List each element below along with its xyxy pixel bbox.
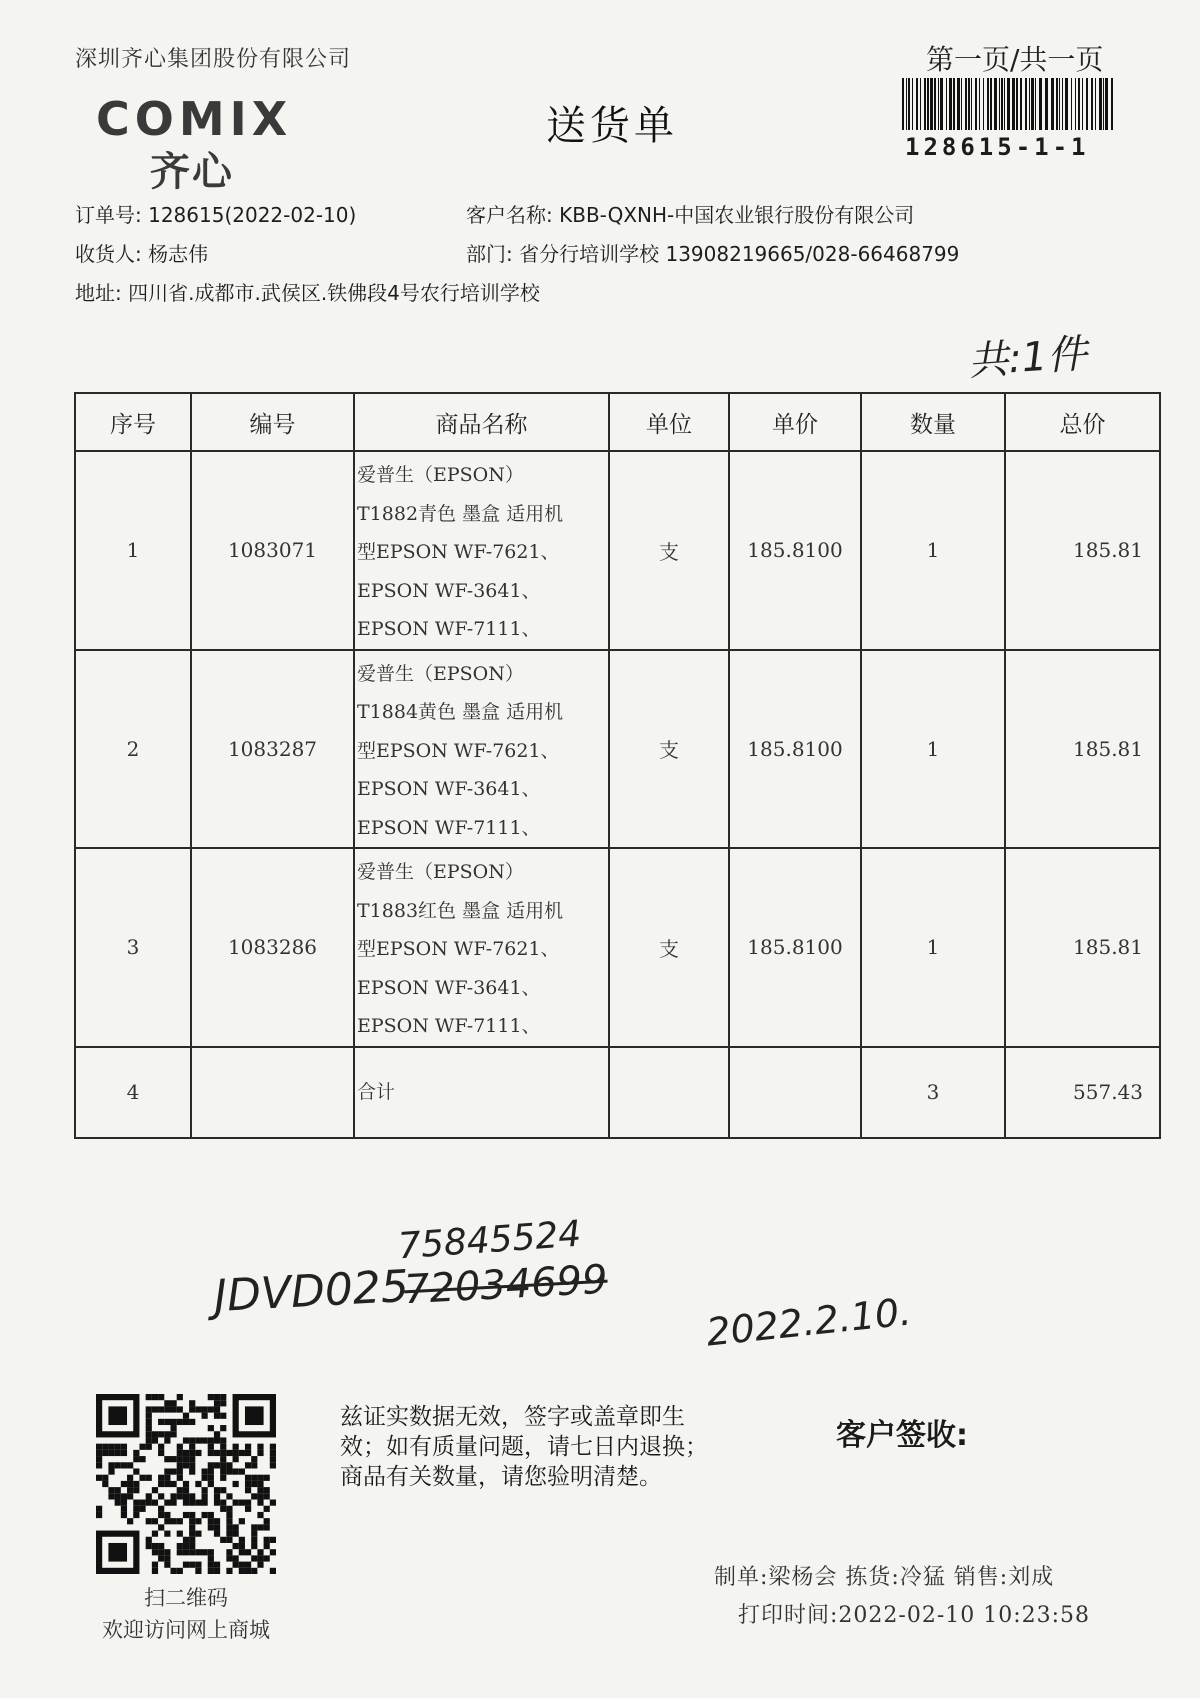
product-name-line: T1883红色 墨盒 适用机 [357,899,564,922]
total-cell: 185.81 [1005,451,1160,650]
barcode-number: 128615-1-1 [905,133,1090,161]
handwritten-date: 2022.2.10. [704,1289,914,1355]
column-header: 数量 [861,393,1005,451]
notice-line: 效；如有质量问题，请七日内退换； [340,1434,708,1460]
column-header: 单位 [609,393,729,451]
seq-cell: 2 [75,650,191,849]
product-name-line: EPSON WF-3641、 [357,579,541,602]
items-table [74,392,1161,1139]
department-line [466,238,959,267]
product-name-cell [354,451,609,650]
product-name-line: 爱普生（EPSON） [357,464,524,486]
handwritten-piece-count: 共:1件 [966,330,1089,386]
column-header: 商品名称 [354,393,609,451]
staff-info: 制单:梁杨会 拣货:冷猛 销售:刘成 [714,1565,1055,1590]
qty-total-cell: 3 [861,1047,1005,1138]
product-name-line: 爱普生（EPSON） [357,662,524,685]
company-name: 深圳齐心集团股份有限公司 [75,47,352,72]
handwritten-tracking-prefix: JDVD025 [212,1260,411,1323]
department: 省分行培训学校 13908219665/028-66468799 [519,242,960,266]
summary-row [75,1047,1160,1138]
unit-cell: 支 [609,451,729,650]
product-name-line: 型EPSON WF-7621、 [357,938,560,960]
product-name-line: T1882青色 墨盒 适用机 [357,502,564,525]
notice-line: 兹证实数据无效，签字或盖章即生 [340,1404,685,1430]
price-cell [729,1047,861,1138]
receiver-line [75,238,208,267]
column-header: 单价 [729,393,861,451]
total-cell: 185.81 [1005,650,1160,849]
qr-code-icon [96,1394,276,1574]
table-row [75,650,1160,849]
unit-cell [609,1047,729,1138]
qr-caption-sub: 欢迎访问网上商城 [102,1618,270,1642]
qty-cell: 1 [861,650,1005,849]
table-row [75,451,1160,650]
customer-sign-label: 客户签收: [836,1418,968,1453]
qty-cell: 1 [861,848,1005,1047]
qty-cell: 1 [861,451,1005,650]
table-header-row [75,393,1160,451]
customer-label: 客户名称: [466,203,553,227]
product-name-line: EPSON WF-7111、 [357,1015,541,1037]
receiver-name: 杨志伟 [148,242,209,266]
code-cell: 1083071 [191,451,354,650]
product-name-line: EPSON WF-3641、 [357,976,541,999]
logo-text: COMIX [96,92,293,146]
document-title: 送货单 [546,103,678,149]
qr-caption: 扫二维码 [144,1586,228,1610]
product-name-line: T1884黄色 墨盒 适用机 [357,701,564,723]
notice-text [340,1402,760,1492]
unit-cell: 支 [609,848,729,1047]
product-name-line: 爱普生（EPSON） [357,861,524,883]
barcode-icon [902,78,1117,130]
price-cell: 185.8100 [729,650,861,849]
logo-chinese: 齐心 [150,149,234,195]
print-time: 打印时间:2022-02-10 10:23:58 [738,1603,1091,1628]
grand-total-cell: 557.43 [1005,1047,1160,1138]
order-number-label: 订单号: [75,203,142,227]
code-cell [191,1047,354,1138]
seq-cell: 4 [75,1047,191,1138]
product-name-cell [354,650,609,849]
summary-label-cell: 合计 [354,1047,609,1138]
total-cell: 185.81 [1005,848,1160,1047]
product-name-line: EPSON WF-7111、 [357,618,541,640]
handwritten-tracking-old: 72034699 [402,1256,609,1314]
seq-cell: 1 [75,451,191,650]
code-cell: 1083286 [191,848,354,1047]
product-name-line: 型EPSON WF-7621、 [357,739,560,762]
column-header: 总价 [1005,393,1160,451]
unit-cell: 支 [609,650,729,849]
order-number-line [75,199,356,228]
handwritten-tracking-new: 75845524 [396,1213,583,1268]
address-label: 地址: [75,281,122,305]
page-info: 第一页/共一页 [926,43,1104,76]
price-cell: 185.8100 [729,848,861,1047]
product-name-cell [354,848,609,1047]
seq-cell: 3 [75,848,191,1047]
address: 四川省.成都市.武侯区.铁佛段4号农行培训学校 [128,281,540,305]
notice-line: 商品有关数量，请您验明清楚。 [340,1464,662,1490]
receiver-label: 收货人: [75,242,142,266]
department-label: 部门: [466,242,513,266]
product-name-line: EPSON WF-7111、 [357,816,541,839]
price-cell: 185.8100 [729,451,861,650]
address-line [75,277,540,306]
product-name-line: EPSON WF-3641、 [357,778,541,800]
customer-line [466,199,914,228]
column-header: 序号 [75,393,191,451]
code-cell: 1083287 [191,650,354,849]
column-header: 编号 [191,393,354,451]
customer-name: KBB-QXNH-中国农业银行股份有限公司 [559,203,915,227]
table-row [75,848,1160,1047]
product-name-line: 型EPSON WF-7621、 [357,541,560,563]
order-number: 128615(2022-02-10) [148,203,357,227]
